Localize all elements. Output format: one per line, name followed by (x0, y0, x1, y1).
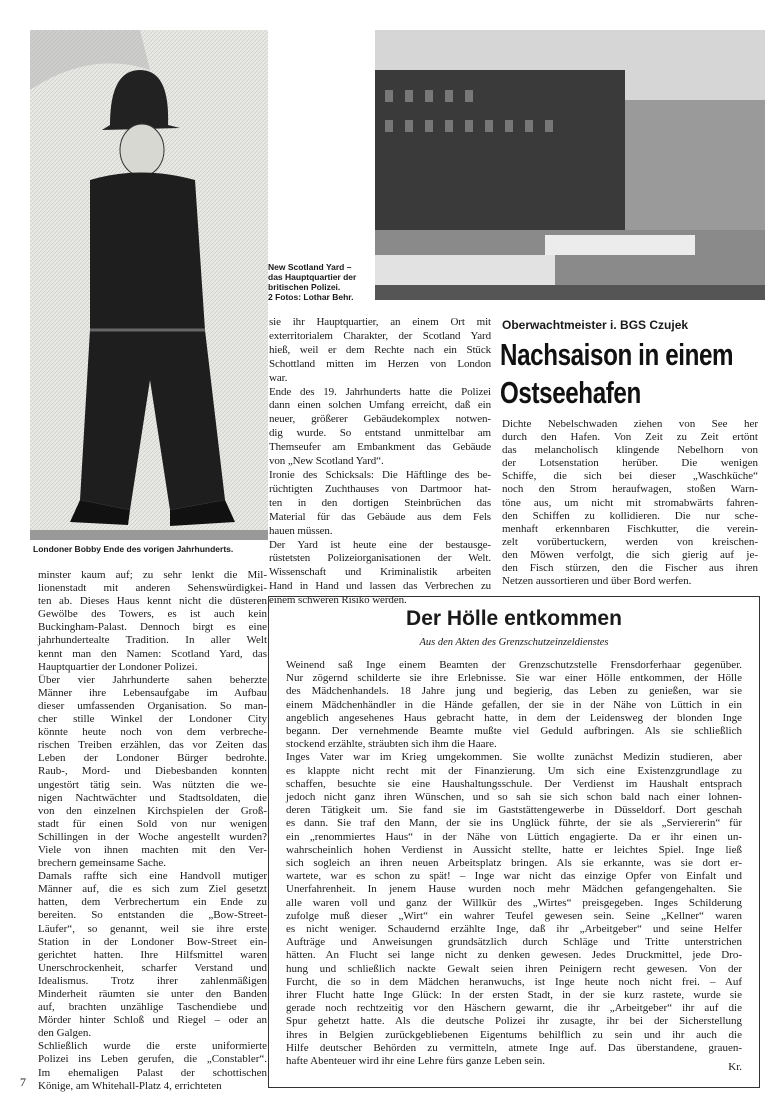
text-line: wartete, war es schon zu spät! – Inge war nicht das einzige Opfer von Einfalt und (286, 870, 742, 883)
text-line: töne aus, um nicht mit stromabwärts fahren- (502, 496, 758, 509)
text-line: Schillingen in der Woche angestellt wurden? (38, 830, 267, 843)
text-line: der Lotsenstation herüber. Die wenigen (502, 457, 758, 470)
caption-line: das Hauptquartier der (268, 272, 357, 282)
paragraph (286, 659, 742, 751)
text-line: hätten. An Flucht sei lange nicht zu denken gewesen. Jedes Druckmittel, jede Dro- (286, 949, 742, 962)
text-line: Nur zögernd schilderte sie ihre Erlebnisse. Sie war einer Hölle entkommen, der Hölle (286, 672, 742, 685)
text-line: Männer auf, die es sich zum Ziel gesetzt (38, 883, 267, 896)
text-line: Könige, am Whitehall-Platz 4, errichteten (38, 1079, 222, 1092)
text-line: Dichte Nebelschwaden ziehen von See her (502, 418, 758, 430)
text-line: hauen müssen. (269, 524, 333, 537)
article-signature: Kr. (728, 1061, 742, 1073)
hoelle-body (286, 659, 742, 1068)
text-line: zelt vorübertuckern, werden von kreischen- (502, 535, 758, 548)
text-line: hatten, dem Verbrechertum ein Ende zu (38, 896, 267, 909)
text-line: schaffen, besuchte sie eine Haushaltungsschule. Der Verdienst im Haushalt entsprach (286, 777, 742, 790)
text-line: auf, brachten unzählige Taschendiebe und (38, 1001, 267, 1014)
paragraph (38, 674, 267, 870)
text-line: brechern gemeinsame Sache. (38, 857, 166, 870)
text-line: jahrhundertealte Tradition. In aller Welt (38, 634, 267, 647)
caption-line: 2 Fotos: Lothar Behr. (268, 292, 354, 302)
text-line: es klappte nicht recht mit der Finanzierung. Um sich eine Existenzgrundlage zu (286, 764, 742, 777)
text-line: Damals raffte sich eine Handvoll mutiger (38, 870, 267, 883)
text-line: war. (269, 371, 288, 384)
text-line: ungestört tätig sein. Was nützten die we- (38, 778, 267, 791)
headline-line: Nachsaison in einem (500, 337, 734, 372)
text-line: Hilfe deutscher Behörden zu vermitteln, atmete Inge auf. Das überstandene, grauen- (286, 1041, 742, 1054)
article-subtitle: Aus den Akten des Grenzschutzeinzeldienstes (419, 637, 609, 648)
scotland-yard-caption (268, 262, 356, 302)
text-line: Unerschrockenheit, scharfer Verstand und (38, 961, 267, 974)
text-line: hieß, weil er dem Rechte nach ein Stück (269, 343, 491, 356)
text-line: Leben der Londoner Bürger bedrohte. (38, 752, 267, 765)
paragraph (269, 316, 491, 386)
text-line: dieser umfassenden Organisation. So man- (38, 699, 267, 712)
article-author: Oberwachtmeister i. BGS Czujek (502, 318, 689, 332)
text-line: angeblich angesehenes Haus gebracht hatte, in dem der Leidensweg der blonden Inge (286, 711, 742, 724)
text-line: Mörder hinter Schloß und Riegel – oder an (38, 1014, 267, 1027)
text-line: Im ehemaligen Palast der schottischen (38, 1066, 267, 1079)
text-line: rüstetsten Polizeiorganisationen der Welt. (269, 552, 491, 565)
text-line: dann einen solchen Umfang erreicht, daß ein (269, 399, 491, 412)
text-line: Gewölbe des Towers, es ist auch kein (38, 608, 267, 621)
paragraph (269, 469, 491, 539)
paragraph (38, 870, 267, 1040)
text-line: dig wurde. So entstand unmittelbar am (269, 427, 491, 440)
text-line: sich sogleich an ihren neuen Arbeitsplatz bringen. Als sie erkannte, was sie dort er- (286, 857, 742, 870)
paragraph (502, 418, 758, 588)
text-line: Männer ihre Lebensaufgabe im Aufbau (38, 686, 267, 699)
text-line: Schließlich wurde die erste uniformierte (38, 1040, 267, 1053)
text-line: Minderheit räumten sie unter den Banden (38, 988, 267, 1000)
text-line: kennt man den Namen: Scotland Yard, das (38, 647, 267, 660)
text-line: noch den Strom heraufwagen, stoßen Warn- (502, 483, 758, 496)
text-line: sie ihr Hauptquartier, an einem Ort mit (269, 316, 491, 328)
text-line: ten ab. Dieses Haus kennt nicht die düsteren (38, 595, 267, 608)
text-line: ihres in Belgien zurückgebliebenen Eigentums behilflich zu sein und ihr auch die (286, 1028, 742, 1041)
scotland-yard-photo (375, 30, 765, 300)
text-line: durch den Hafen. Von Zeit zu Zeit ertönt (502, 431, 758, 444)
text-line: Raub-, Mord- und Diebesbanden konnten (38, 765, 267, 778)
text-line: des Mädchenhandels. 18 Jahre jung und begierig, das Leben zu genießen, war sie (286, 685, 742, 698)
text-line: Ironie des Schicksals: Die Häftlinge des be- (269, 468, 491, 481)
text-line: rüchtigten Zuchthauses von Dartmoor hat- (269, 482, 491, 495)
text-line: es dann. Sie traf den Mann, der sie ins Unglück führte, der sie als „Serviererin“ für (286, 817, 742, 830)
text-line: stockend erzählte, sträubten sich ihm die Haare. (286, 738, 497, 751)
text-line: Station in der Londoner Bow-Street ein- (38, 935, 267, 948)
text-line: gerichtet hatten. Ihre Hilfsmittel waren (38, 948, 267, 961)
text-line: lionenstadt mit anderen Sehenswürdigkei- (38, 582, 267, 595)
text-line: Hauptquartier der Londoner Polizei. (38, 660, 198, 673)
bobby-caption: Londoner Bobby Ende des vorigen Jahrhunderts. (33, 544, 234, 554)
headline-line: Ostseehafen (500, 375, 641, 410)
text-line: Polizei ins Leben gerufen, die „Constabler“. (38, 1053, 267, 1066)
text-line: Buckingham-Palast. Dennoch birgt es eine (38, 621, 267, 634)
paragraph (38, 1040, 267, 1092)
text-line: den Galgen. (38, 1027, 92, 1040)
text-line: minster kaum auf; zu sehr lenkt die Mil- (38, 569, 267, 581)
text-line: Spur gehetzt hatte. Als die deutsche Polizei ihr zusagte, ihr bei der Sicherstellung (286, 1015, 742, 1028)
text-line: einem schweren Risiko werden. (269, 594, 407, 607)
article-headline (500, 336, 734, 412)
text-line: cher stille Winkel der Londoner City (38, 713, 267, 726)
text-line: deren Tätigkeit um. Sie fand sie im Gaststättengewerbe in Düsseldorf. Dort geschah (286, 804, 742, 817)
text-line: Hand in Hand und lassen das Verbrechen zu (269, 580, 491, 593)
text-line: Über vier Jahrhunderte sahen beherzte (38, 673, 267, 686)
caption-line: New Scotland Yard – (268, 262, 352, 272)
text-line: Viele von ihnen machten mit den Ver- (38, 843, 267, 856)
text-line: neuer, größerer Gebäudekomplex notwen- (269, 413, 491, 426)
text-line: Weinend saß Inge einem Beamten der Grenzschutzstelle Frensdorferhaar gegenüber. (286, 659, 742, 671)
text-line: den Möwen verfolgt, die sich gierig auf je- (502, 548, 758, 561)
hoelle-article-box (268, 596, 760, 1088)
text-line: Schottland mitten im Herzen von London (269, 357, 491, 370)
bobby-illustration (30, 30, 268, 540)
article-title: Der Hölle entkommen (406, 607, 622, 630)
text-line: menhaft erkennbaren Fischkutter, die verein- (502, 522, 758, 535)
text-line: Netzen aussortieren und über Bord werfen. (502, 575, 692, 588)
text-line: gerade noch rechtzeitig vor den Häschern gewarnt, die ihr „Arbeitgeber“ ihr auf die (286, 1002, 742, 1015)
text-line: Aufträge und Anweisungen grundsätzlich durch Schläge und Tritte unterstrichen (286, 936, 742, 949)
text-line: das melancholisch klingende Nebelhorn von (502, 444, 758, 457)
text-line: jedoch nicht ganz ihren Wünschen, und so sah sie sich schon bald nach einer lohnen- (286, 791, 742, 804)
caption-line: britischen Polizei. (268, 282, 341, 292)
text-line: wahrscheinlich hohen Verdienst in Aussicht stellte, hatte er leichtes Spiel. Inge ließ (286, 843, 742, 856)
text-line: Schiffe, die sich bei dieser „Waschküche“ (502, 470, 758, 483)
text-line: Idealismus. Trotz ihrer zahlenmäßigen (38, 974, 267, 987)
page-number: 7 (20, 1075, 26, 1089)
text-line: exterritorialem Charakter, der Scotland Yard (269, 329, 491, 342)
text-line: hung und schließlich nackte Gewalt seien ihren Peinigern recht gewesen. Von der (286, 962, 742, 975)
scotland-yard-column-1 (38, 569, 267, 1093)
text-line: Unerfahrenheit. In jenem Hause wurden noch mehr Mädchen gefangengehalten. Sie (286, 883, 742, 896)
paragraph (286, 751, 742, 1068)
text-line: den Fisch stürzen, den die Fischer aus ihren (502, 562, 758, 575)
text-line: Inges Vater war im Krieg umgekommen. Sie wollte zunächst Medizin studieren, aber (286, 751, 742, 764)
text-line: nigen Nachtwächter und Stadtsoldaten, die (38, 791, 267, 804)
text-line: Material für das Gebäude aus dem Fels (269, 510, 491, 523)
scotland-yard-column-2 (269, 316, 491, 608)
text-line: stadt für einen Sold von nur wenigen (38, 817, 267, 830)
text-line: einem Mädchenhändler in die Hände gefallen, der sie in der Nähe von Lüttich in ein (286, 698, 742, 711)
text-line: ihrer Flucht hatte Inge Glück: In der ersten Stadt, in der sie kurz rastete, wurde sie (286, 989, 742, 1002)
paragraph (269, 386, 491, 469)
text-line: bereiten. So entstanden die „Bow-Street- (38, 909, 267, 922)
text-line: es nicht weniger. Schaudernd erzählte Inge, daß ihr „Arbeitgeber“ und seine Helfer (286, 923, 742, 936)
text-line: Themseufer am Embankment das Gebäude (269, 441, 491, 454)
paragraph (38, 569, 267, 674)
text-line: von den einzelnen Kirchspielen der Groß- (38, 804, 267, 817)
text-line: Läufer“, so genannt, weil sie ihre erste (38, 922, 267, 935)
text-line: ten in den dortigen Steinbrüchen das (269, 496, 491, 509)
text-line: zufolge muß dieser „Wirt“ ein wahrer Teufel gewesen sein. Seine „Kellner“ waren (286, 909, 742, 922)
text-line: von „New Scotland Yard“. (269, 455, 384, 468)
text-line: begann. Der vernehmende Beamte mußte viel Geduld aufbringen. Als sie schließlich (286, 725, 742, 738)
text-line: könnte heute noch von dem verbreche- (38, 726, 267, 739)
nachsaison-body (502, 418, 758, 588)
text-line: Wissenschaft und Kriminalistik arbeiten (269, 566, 491, 579)
text-line: Furcht, die so in dem Mädchen heranwuchs, ist Inge heute noch nicht frei. – Auf (286, 975, 742, 988)
text-line: rischen Treiben erzählen, das vor Zeiten das (38, 739, 267, 752)
text-line: den Schiffen zu kollidieren. Die nur sche- (502, 509, 758, 522)
text-line: Der Yard ist heute eine der bestausge- (269, 538, 491, 551)
text-line: alle waren voll und ganz der Willkür des „Wirtes“ preisgegeben. Inges Schilderung (286, 896, 742, 909)
text-line: ein „renommiertes Haus“ in der Nähe von Lüttich engagierte. Da er ihr einen un- (286, 830, 742, 843)
text-line: hafte Abenteuer wird ihr eine Lehre fürs ganze Leben sein. (286, 1055, 545, 1068)
text-line: Ende des 19. Jahrhunderts hatte die Polizei (269, 385, 491, 398)
